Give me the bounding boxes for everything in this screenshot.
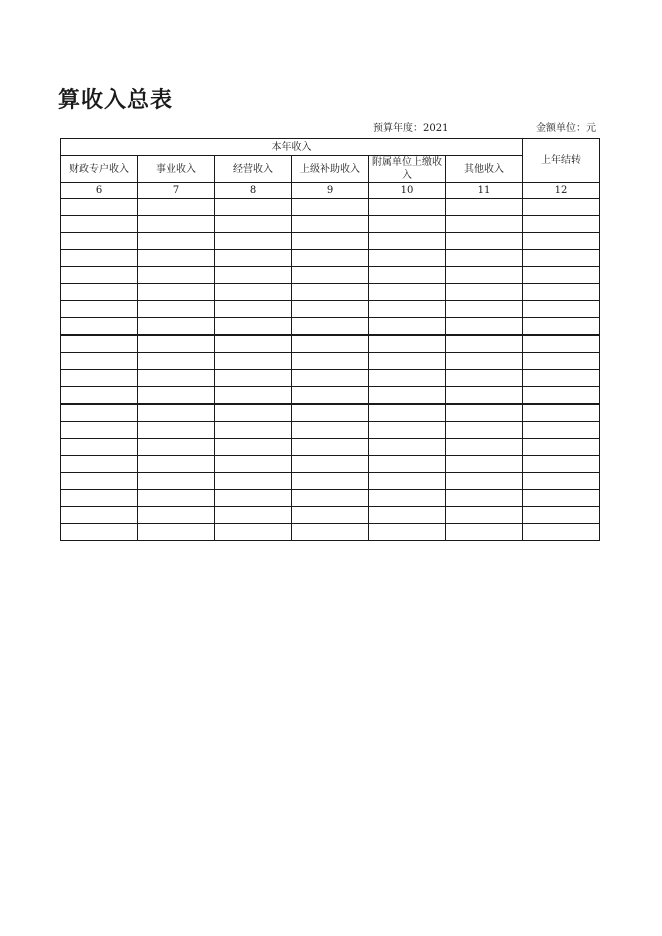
table-row: [61, 507, 600, 524]
table-cell[interactable]: [523, 335, 600, 353]
table-cell[interactable]: [292, 490, 369, 507]
table-cell[interactable]: [369, 199, 446, 216]
table-cell[interactable]: [138, 353, 215, 370]
table-cell[interactable]: [215, 422, 292, 439]
table-cell[interactable]: [215, 233, 292, 250]
table-cell[interactable]: [446, 233, 523, 250]
table-cell[interactable]: [215, 353, 292, 370]
table-row: [61, 439, 600, 456]
table-cell[interactable]: [292, 199, 369, 216]
table-cell[interactable]: [292, 250, 369, 267]
table-cell[interactable]: [292, 439, 369, 456]
table-cell[interactable]: [292, 216, 369, 233]
table-cell[interactable]: [61, 507, 138, 524]
table-cell[interactable]: [215, 404, 292, 422]
column-header: 其他收入: [446, 156, 523, 183]
column-header: 经营收入: [215, 156, 292, 183]
column-header: 附属单位上缴收入: [369, 156, 446, 183]
table-cell[interactable]: [446, 199, 523, 216]
table-cell[interactable]: [369, 318, 446, 336]
table-cell[interactable]: [446, 507, 523, 524]
current-year-income-header: 本年收入: [61, 139, 523, 156]
table-cell[interactable]: [369, 335, 446, 353]
income-summary-table: [60, 138, 600, 541]
table-row: [61, 335, 600, 353]
table-row: [61, 422, 600, 439]
table-cell[interactable]: [138, 284, 215, 301]
table-cell[interactable]: [138, 301, 215, 318]
table-cell[interactable]: [215, 473, 292, 490]
table-cell[interactable]: [523, 490, 600, 507]
table-cell[interactable]: [61, 250, 138, 267]
table-cell[interactable]: [292, 318, 369, 336]
table-cell[interactable]: [138, 216, 215, 233]
table-cell[interactable]: [215, 199, 292, 216]
table-cell[interactable]: [138, 473, 215, 490]
table-cell[interactable]: [292, 524, 369, 541]
table-row: [61, 490, 600, 507]
column-header: 上级补助收入: [292, 156, 369, 183]
table-cell[interactable]: [215, 456, 292, 473]
table-cell[interactable]: [215, 284, 292, 301]
table-cell[interactable]: [61, 490, 138, 507]
table-cell[interactable]: [138, 524, 215, 541]
table-cell[interactable]: [138, 439, 215, 456]
table-cell[interactable]: [523, 507, 600, 524]
table-cell[interactable]: [61, 370, 138, 387]
table-cell[interactable]: [292, 335, 369, 353]
column-header: 财政专户收入: [61, 156, 138, 183]
table-cell[interactable]: [446, 370, 523, 387]
table-cell[interactable]: [138, 387, 215, 405]
column-number: 7: [138, 183, 215, 199]
table-row: [61, 250, 600, 267]
table-cell[interactable]: [523, 250, 600, 267]
table-cell[interactable]: [369, 473, 446, 490]
table-cell[interactable]: [61, 456, 138, 473]
table-cell[interactable]: [61, 335, 138, 353]
table-cell[interactable]: [138, 250, 215, 267]
table-cell[interactable]: [446, 353, 523, 370]
column-number: 8: [215, 183, 292, 199]
table-cell[interactable]: [369, 456, 446, 473]
table-cell[interactable]: [446, 456, 523, 473]
table-cell[interactable]: [61, 267, 138, 284]
table-cell[interactable]: [61, 284, 138, 301]
table-cell[interactable]: [446, 524, 523, 541]
table-cell[interactable]: [61, 473, 138, 490]
table-cell[interactable]: [292, 387, 369, 405]
table-cell[interactable]: [138, 267, 215, 284]
table-cell[interactable]: [523, 524, 600, 541]
table-cell[interactable]: [523, 284, 600, 301]
table-cell[interactable]: [523, 439, 600, 456]
table-cell[interactable]: [215, 250, 292, 267]
table-cell[interactable]: [446, 318, 523, 336]
table-row: [61, 318, 600, 336]
table-row: [61, 353, 600, 370]
table-cell[interactable]: [138, 422, 215, 439]
table-cell[interactable]: [215, 318, 292, 336]
table-cell[interactable]: [523, 404, 600, 422]
table-cell[interactable]: [446, 250, 523, 267]
table-cell[interactable]: [523, 387, 600, 405]
table-cell[interactable]: [215, 490, 292, 507]
table-cell[interactable]: [446, 335, 523, 353]
table-cell[interactable]: [446, 216, 523, 233]
table-cell[interactable]: [292, 456, 369, 473]
table-row: [61, 199, 600, 216]
table-cell[interactable]: [138, 404, 215, 422]
table-cell[interactable]: [292, 370, 369, 387]
table-row: [61, 524, 600, 541]
table-row: [61, 216, 600, 233]
table-row: [61, 370, 600, 387]
table-cell[interactable]: [138, 456, 215, 473]
table-cell[interactable]: [292, 284, 369, 301]
table-cell[interactable]: [523, 267, 600, 284]
table-row: [61, 284, 600, 301]
column-number: 11: [446, 183, 523, 199]
table-cell[interactable]: [369, 439, 446, 456]
table-cell[interactable]: [215, 370, 292, 387]
table-cell[interactable]: [215, 439, 292, 456]
table-cell[interactable]: [215, 216, 292, 233]
table-cell[interactable]: [369, 353, 446, 370]
table-cell[interactable]: [61, 404, 138, 422]
table-cell[interactable]: [61, 387, 138, 405]
table-cell[interactable]: [523, 318, 600, 336]
table-cell[interactable]: [292, 473, 369, 490]
table-cell[interactable]: [446, 404, 523, 422]
table-cell[interactable]: [292, 301, 369, 318]
table-cell[interactable]: [138, 490, 215, 507]
table-cell[interactable]: [369, 301, 446, 318]
table-cell[interactable]: [446, 387, 523, 405]
table-cell[interactable]: [138, 335, 215, 353]
table-cell[interactable]: [369, 507, 446, 524]
table-cell[interactable]: [446, 490, 523, 507]
table-cell[interactable]: [446, 422, 523, 439]
table-cell[interactable]: [369, 422, 446, 439]
table-cell[interactable]: [446, 439, 523, 456]
table-cell[interactable]: [446, 267, 523, 284]
table-cell[interactable]: [138, 507, 215, 524]
column-number: 10: [369, 183, 446, 199]
table-cell[interactable]: [61, 318, 138, 336]
table-cell[interactable]: [523, 422, 600, 439]
table-cell[interactable]: [523, 370, 600, 387]
column-number: 12: [523, 183, 600, 199]
page-title: 算收入总表: [58, 88, 174, 113]
table-cell[interactable]: [61, 353, 138, 370]
table-cell[interactable]: [215, 301, 292, 318]
table-cell[interactable]: [369, 490, 446, 507]
table-cell[interactable]: [523, 353, 600, 370]
table-cell[interactable]: [369, 284, 446, 301]
table-cell[interactable]: [369, 250, 446, 267]
table-row: [61, 233, 600, 250]
table-cell[interactable]: [369, 233, 446, 250]
table-cell[interactable]: [138, 199, 215, 216]
table-cell[interactable]: [446, 473, 523, 490]
column-number: 9: [292, 183, 369, 199]
table-cell[interactable]: [61, 233, 138, 250]
budget-year-label: 预算年度：2021: [373, 123, 449, 134]
table-cell[interactable]: [446, 301, 523, 318]
table-cell[interactable]: [292, 404, 369, 422]
table-cell[interactable]: [369, 404, 446, 422]
table-cell[interactable]: [369, 370, 446, 387]
table-cell[interactable]: [523, 473, 600, 490]
table-cell[interactable]: [523, 216, 600, 233]
table-cell[interactable]: [215, 524, 292, 541]
amount-unit-label: 金额单位：元: [536, 123, 596, 134]
table-row: [61, 404, 600, 422]
table-cell[interactable]: [215, 335, 292, 353]
table-row: [61, 267, 600, 284]
table-row: [61, 301, 600, 318]
table-cell[interactable]: [292, 422, 369, 439]
table-cell[interactable]: [61, 524, 138, 541]
table-cell[interactable]: [215, 267, 292, 284]
table-cell[interactable]: [138, 318, 215, 336]
table-cell[interactable]: [61, 216, 138, 233]
table-cell[interactable]: [523, 233, 600, 250]
table-cell[interactable]: [215, 507, 292, 524]
table-cell[interactable]: [523, 301, 600, 318]
table-cell[interactable]: [138, 233, 215, 250]
prior-year-carryover-header: 上年结转: [523, 139, 600, 183]
table-cell[interactable]: [292, 353, 369, 370]
table-row: [61, 456, 600, 473]
table-row: [61, 473, 600, 490]
table-cell[interactable]: [446, 284, 523, 301]
table-cell[interactable]: [61, 301, 138, 318]
table-cell[interactable]: [138, 370, 215, 387]
table-cell[interactable]: [215, 387, 292, 405]
table-cell[interactable]: [369, 267, 446, 284]
table-cell[interactable]: [61, 422, 138, 439]
table-cell[interactable]: [369, 387, 446, 405]
table-cell[interactable]: [369, 216, 446, 233]
column-header: 事业收入: [138, 156, 215, 183]
table-cell[interactable]: [523, 199, 600, 216]
table-cell[interactable]: [523, 456, 600, 473]
table-cell[interactable]: [292, 507, 369, 524]
table-cell[interactable]: [292, 233, 369, 250]
table-cell[interactable]: [369, 524, 446, 541]
table-cell[interactable]: [61, 199, 138, 216]
table-cell[interactable]: [61, 439, 138, 456]
table-cell[interactable]: [292, 267, 369, 284]
table-row: [61, 387, 600, 405]
column-number: 6: [61, 183, 138, 199]
